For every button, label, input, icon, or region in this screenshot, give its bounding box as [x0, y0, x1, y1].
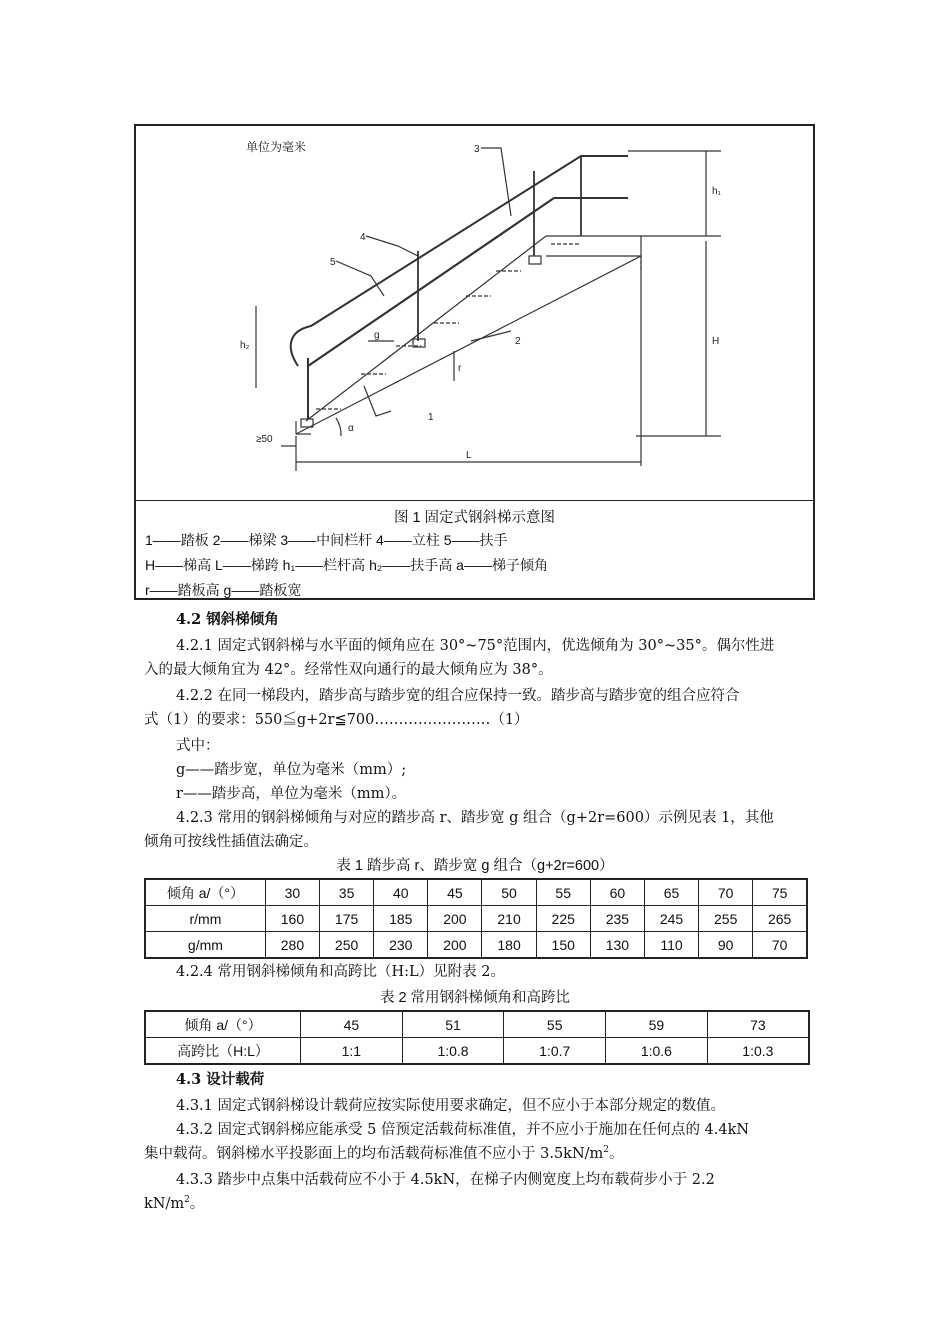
para-4-2-2-line-1: 4.2.2 在同一梯段内，踏步高与踏步宽的组合应保持一致。踏步高与踏步宽的组合应符合 [176, 688, 740, 704]
callout-5: 5 [330, 257, 336, 268]
table-cell: 200 [428, 906, 482, 932]
table-cell: 65 [644, 879, 698, 906]
table-cell: 1:0.6 [606, 1038, 708, 1065]
table-row [145, 879, 807, 906]
table-cell: 45 [428, 879, 482, 906]
table-cell: 60 [590, 879, 644, 906]
definition-r: r——踏步高，单位为毫米（mm）。 [176, 786, 407, 802]
callout-4: 4 [360, 232, 366, 243]
row-label: 高跨比（H:L） [145, 1038, 301, 1065]
dim-alpha: α [348, 423, 354, 434]
figure-legend-line-3: r——踏板高 g——踏板宽 [145, 582, 302, 598]
row-label: r/mm [145, 906, 265, 932]
table-cell: 1:1 [301, 1038, 403, 1065]
table-cell: 235 [590, 906, 644, 932]
period: 。 [189, 1196, 205, 1212]
table-cell: 1:0.8 [402, 1038, 504, 1065]
dim-H: H [712, 336, 720, 347]
table-1 [144, 878, 808, 959]
table-cell: 30 [265, 879, 319, 906]
dim-L: L [466, 450, 472, 461]
callout-3: 3 [474, 144, 480, 155]
dim-r: r [458, 363, 462, 374]
row-label: 倾角 a/（°） [145, 879, 265, 906]
dim-h1: h₁ [712, 186, 721, 197]
table-cell: 150 [536, 932, 590, 959]
stair-stringer-bottom [296, 256, 641, 434]
table-cell: 40 [374, 879, 428, 906]
table-cell: 59 [606, 1011, 708, 1038]
para-4-3-3-line-1: 4.3.3 踏步中点集中活载荷应不小于 4.5kN，在梯子内侧宽度上均布载荷步小于 2.2 [176, 1172, 715, 1188]
stair-diagram [136, 126, 813, 500]
dim-h2: h₂ [240, 340, 250, 351]
unit-note: 单位为毫米 [246, 140, 307, 154]
para-4-3-2-line-2 [144, 1142, 624, 1163]
section-4-3-heading: 4.3 设计载荷 [176, 1071, 265, 1088]
table-cell: 225 [536, 906, 590, 932]
table-cell: 50 [482, 879, 536, 906]
para-4-2-1-line-2: 入的最大倾角宜为 42°。经常性双向通行的最大倾角应为 38°。 [144, 662, 553, 678]
unit-text: kN/m [144, 1196, 185, 1212]
table-row [145, 932, 807, 959]
table-cell: 51 [402, 1011, 504, 1038]
platform [546, 236, 641, 256]
handrail [291, 156, 628, 366]
table-cell: 230 [374, 932, 428, 959]
figure-divider [136, 500, 813, 501]
para-4-2-4: 4.2.4 常用钢斜梯倾角和高跨比（H:L）见附表 2。 [176, 964, 505, 980]
table-cell: 265 [753, 906, 807, 932]
row-label: g/mm [145, 932, 265, 959]
table-cell: 130 [590, 932, 644, 959]
table-row [145, 1011, 809, 1038]
table-cell: 185 [374, 906, 428, 932]
table-cell: 160 [265, 906, 319, 932]
figure-1-box [134, 124, 815, 600]
row-label: 倾角 a/（°） [145, 1011, 301, 1038]
table-2-caption: 表 2 常用钢斜梯倾角和高跨比 [379, 990, 571, 1006]
dim-min-gap: ≥50 [256, 434, 273, 445]
table-cell: 110 [644, 932, 698, 959]
table-cell: 250 [320, 932, 374, 959]
table-cell: 35 [320, 879, 374, 906]
table-cell: 200 [428, 932, 482, 959]
table-cell: 70 [699, 879, 753, 906]
para-4-2-3-line-2: 倾角可按线性插值法确定。 [144, 834, 318, 850]
para-4-3-2-line-1: 4.3.2 固定式钢斜梯应能承受 5 倍预定活载荷标准值，并不应小于施加在任何点的 4.4kN [176, 1122, 750, 1138]
callout-2: 2 [515, 336, 521, 347]
table-cell: 73 [707, 1011, 809, 1038]
table-cell: 45 [301, 1011, 403, 1038]
table-1-caption: 表 1 踏步高 r、踏步宽 g 组合（g+2r=600） [336, 858, 614, 874]
table-cell: 245 [644, 906, 698, 932]
figure-caption: 图 1 固定式钢斜梯示意图 [393, 510, 556, 526]
table-cell: 255 [699, 906, 753, 932]
figure-legend-line-2: H——梯高 L——梯跨 h₁——栏杆高 h₂——扶手高 a——梯子倾角 [145, 557, 548, 573]
table-cell: 55 [536, 879, 590, 906]
table-row [145, 906, 807, 932]
formula-intro: 式中： [176, 738, 220, 754]
para-4-2-2-line-2: 式（1）的要求：550≦g+2r≦700……………………（1） [144, 712, 529, 728]
table-cell: 180 [482, 932, 536, 959]
para-4-2-1-line-1: 4.2.1 固定式钢斜梯与水平面的倾角应在 30°~75°范围内，优选倾角为 30°~35°。偶尔性进 [176, 638, 775, 654]
table-cell: 55 [504, 1011, 606, 1038]
table-cell: 210 [482, 906, 536, 932]
para-4-3-1: 4.3.1 固定式钢斜梯设计载荷应按实际使用要求确定，但不应小于本部分规定的数值。 [176, 1098, 726, 1114]
superscript: 2 [603, 1145, 610, 1156]
table-row [145, 1038, 809, 1065]
superscript: 2 [184, 1195, 190, 1206]
table-cell: 175 [320, 906, 374, 932]
definition-g: g——踏步宽，单位为毫米（mm）; [176, 762, 407, 778]
table-cell: 1:0.7 [504, 1038, 606, 1065]
para-4-2-3-line-1: 4.2.3 常用的钢斜梯倾角与对应的踏步高 r、踏步宽 g 组合（g+2r=600）示例见表 1，其他 [176, 810, 774, 826]
section-4-2-heading: 4.2 钢斜梯倾角 [176, 611, 279, 628]
callout-1: 1 [428, 412, 434, 423]
table-cell: 75 [753, 879, 807, 906]
table-cell: 280 [265, 932, 319, 959]
period: 。 [609, 1146, 624, 1162]
para-4-3-3-line-2 [144, 1192, 204, 1213]
table-cell: 1:0.3 [707, 1038, 809, 1065]
table-2 [144, 1010, 810, 1065]
table-cell: 70 [753, 932, 807, 959]
figure-legend-line-1: 1——踏板 2——梯梁 3——中间栏杆 4——立柱 5——扶手 [145, 532, 508, 548]
table-cell: 90 [699, 932, 753, 959]
dim-g: g [374, 330, 380, 341]
para-4-3-2-text: 集中载荷。钢斜梯水平投影面上的均布活载荷标准值不应小于 3.5kN/m [144, 1146, 604, 1162]
